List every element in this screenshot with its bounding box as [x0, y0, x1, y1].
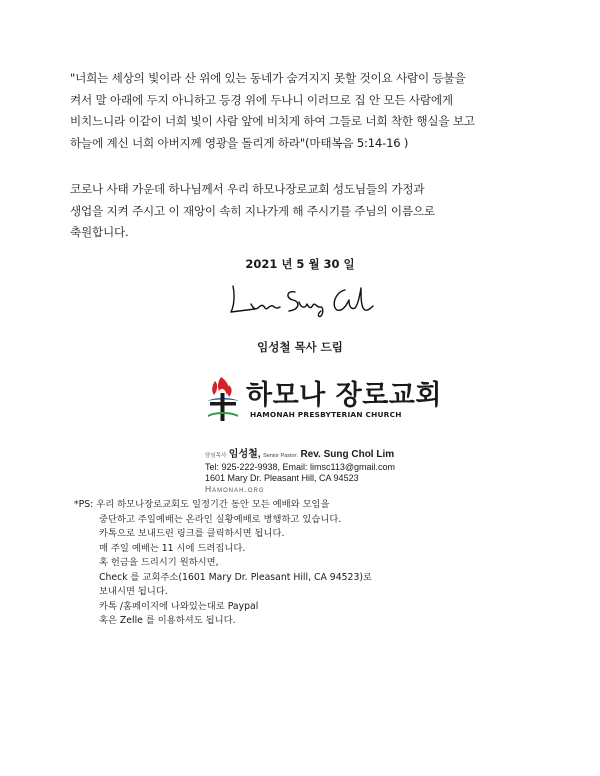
handwritten-signature	[225, 278, 375, 320]
ps-line: 카톡 /홈페이지에 나와있는대로 Paypal	[99, 600, 259, 612]
pastor-name-ko: 임성철,	[228, 449, 261, 460]
ps-line: Check 를 교회주소(1601 Mary Dr. Pleasant Hill, CA 94523)로	[99, 571, 372, 583]
pastor-label-ko: 담임목사	[205, 453, 227, 459]
ps-line: 중단하고 주일예배는 온라인 실황예배로 병행하고 있습니다.	[99, 513, 342, 525]
ps-line: 혹은 Zelle 를 이용하셔도 됩니다.	[99, 615, 236, 626]
pastor-label-en: Senior Pastor:	[263, 453, 298, 459]
postscript-block	[74, 498, 544, 629]
prayer-line: 코로나 사태 가운데 하나님께서 우리 하모나장로교회 성도님들의 가정과	[70, 182, 425, 196]
ps-line: 보내시면 됩니다.	[99, 586, 168, 597]
ps-line: 카톡으로 보내드린 링크를 클릭하시면 됩니다.	[99, 528, 285, 539]
church-logo-icon	[205, 375, 241, 425]
ps-line: 혹 헌금을 드리시기 원하시면,	[99, 557, 219, 568]
prayer-line: 축원합니다.	[70, 225, 129, 239]
website-line: Hamonah.org	[205, 484, 265, 494]
bible-verse-paragraph	[70, 68, 540, 154]
prayer-paragraph	[70, 179, 540, 244]
sender-name: 임성철 목사 드림	[257, 340, 343, 354]
ps-line: *PS: 우리 하모나장로교회도 일정기간 동안 모든 예배와 모임을	[74, 499, 330, 510]
pastor-line	[205, 449, 395, 462]
ps-line: 매 주일 예배는 11 시에 드려집니다.	[99, 542, 246, 554]
phone-email-line: Tel: 925-222-9938, Email: limsc113@gmail.com	[205, 462, 396, 472]
church-name-korean: 하모나 장로교회	[246, 380, 442, 411]
church-name-english: HAMONAH PRESBYTERIAN CHURCH	[250, 410, 402, 419]
address-line: 1601 Mary Dr. Pleasant Hill, CA 94523	[205, 473, 359, 483]
contact-block	[205, 449, 395, 495]
verse-line: "너희는 세상의 빛이라 산 위에 있는 동네가 숨겨지지 못할 것이요 사람이 등불을	[70, 71, 466, 85]
letter-date: 2021 년 5 월 30 일	[245, 257, 355, 271]
verse-line: 하늘에 계신 너희 아버지께 영광을 돌리게 하라"(마태복음 5:14-16 )	[70, 135, 409, 150]
pastor-name-en: Rev. Sung Chol Lim	[300, 449, 395, 460]
verse-line: 켜서 말 아래에 두지 아니하고 등경 위에 두나니 이러므로 집 안 모든 사람에게	[70, 92, 453, 107]
verse-line: 비치느니라 이같이 너희 빛이 사람 앞에 비치게 하여 그들로 너희 착한 행실을 보고	[70, 114, 475, 128]
prayer-line: 생업을 지켜 주시고 이 재앙이 속히 지나가게 해 주시기를 주님의 이름으로	[70, 203, 435, 218]
